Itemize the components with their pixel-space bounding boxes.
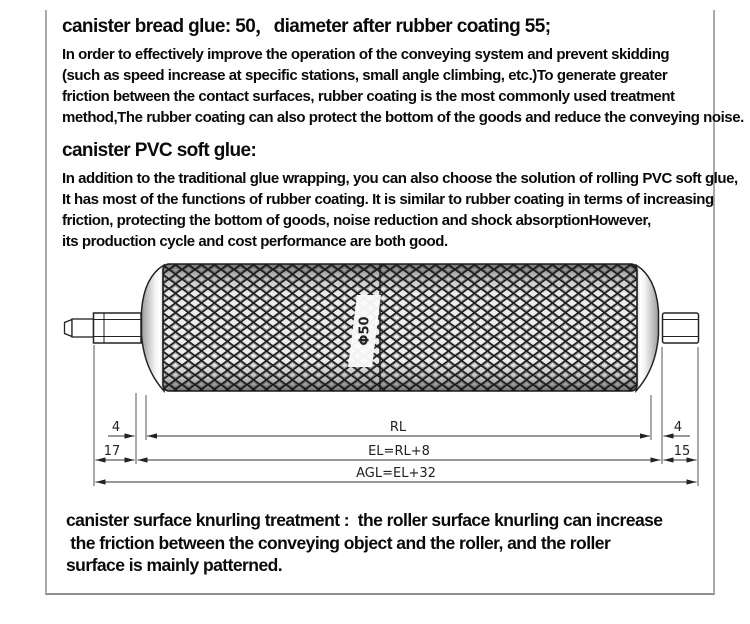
- knurled-tube: [163, 264, 637, 391]
- paragraph-line: It has most of the functions of rubber coating. It is similar to rubber coating in terms of increasing: [62, 191, 714, 208]
- paragraph-line: its production cycle and cost performance are both good.: [62, 233, 448, 250]
- section-title-bread-glue: canister bread glue: 50，diameter after rubber coating 55;: [62, 16, 551, 37]
- dim-rl: RL: [389, 420, 407, 435]
- paragraph-line: surface is mainly patterned.: [66, 555, 283, 575]
- paragraph-line: (such as speed increase at specific stations, small angle climbing, etc.)To generate greater: [62, 67, 668, 84]
- section-pvc-glue: [62, 139, 738, 252]
- paragraph-line: friction between the contact surfaces, rubber coating is the most commonly used treatment: [62, 88, 675, 105]
- section-body-bread-glue: [62, 44, 744, 128]
- dim-agl: AGL=EL+32: [356, 466, 436, 481]
- section-bread-glue: [62, 15, 744, 128]
- paragraph-line: method,The rubber coating can also protect the bottom of the goods and reduce the conveying noise.: [62, 109, 744, 126]
- paragraph-line: In order to effectively improve the operation of the conveying system and prevent skidding: [62, 46, 670, 63]
- left-axle: [65, 313, 142, 343]
- section-body-pvc-glue: [62, 168, 738, 252]
- dim-left-shaft: 17: [103, 444, 121, 459]
- diameter-label: Φ50: [357, 316, 373, 346]
- right-end-cap: [636, 265, 659, 391]
- roller-diagram: [0, 255, 750, 500]
- right-axle: [663, 313, 699, 343]
- section-title-pvc-glue: canister PVC soft glue:: [62, 140, 257, 161]
- right-shaft: [663, 313, 699, 343]
- left-pin-tip: [65, 320, 73, 337]
- left-shaft: [94, 313, 142, 343]
- paragraph-line: the friction between the conveying object and the roller, and the roller: [66, 532, 611, 553]
- left-end-cap: [142, 265, 165, 391]
- paragraph-line: friction, protecting the bottom of goods, noise reduction and shock absorptionHowever,: [62, 212, 651, 229]
- paragraph-line: canister surface knurling treatment : the roller surface knurling can increase: [66, 510, 663, 530]
- dim-right-shaft: 15: [673, 444, 691, 459]
- left-pin: [72, 319, 94, 337]
- dim-left-end-gap: 4: [111, 420, 121, 435]
- dim-right-end-gap: 4: [673, 420, 683, 435]
- section-knurling: [66, 509, 711, 577]
- paragraph-line: In addition to the traditional glue wrapping, you can also choose the solution of rolling PVC soft glue,: [62, 170, 738, 187]
- dim-el: EL=RL+8: [368, 444, 430, 459]
